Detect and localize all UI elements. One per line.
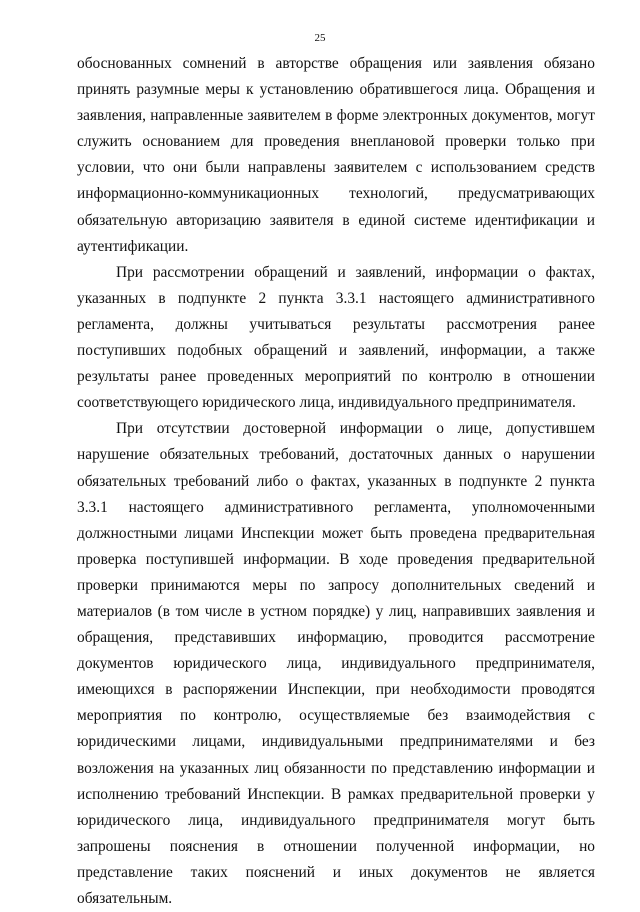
paragraph-continuation: обоснованных сомнений в авторстве обращения или заявления обязано принять разумные меры к установлению обратившегося лица. Обращения и заявления, направленные заявителем в форме электронных документов, могут служить основанием для проведения внеплановой проверки только при условии, что они были направлены заявителем с использованием средств информационно-коммуникационных технологий, предусматривающих обязательную авторизацию заявителя в единой системе идентификации и аутентификации. — [77, 55, 595, 255]
paragraph-preliminary-check: При отсутствии достоверной информации о лице, допустившем нарушение обязательных требований, достаточных данных о нарушении обязательных требований либо о фактах, указанных в подпункте 2 пункта 3.3.1 настоящего административного регламента, уполномоченными должностными лицами Инспекции может быть проведена предварительная проверка поступившей информации. В ходе проведения предварительной проверки принимаются меры по запросу дополнительных сведений и материалов (в том числе в устном порядке) у лиц, направивших заявления и обращения, представивших информацию, проводится рассмотрение документов юридического лица, индивидуального предпринимателя, имеющихся в распоряжении Инспекции, при необходимости проводятся мероприятия по контролю, осуществляемые без взаимодействия с юридическими лицами, индивидуальными предпринимателями и без возложения на указанных лиц обязанности по представлению информации и исполнению требований Инспекции. В рамках предварительной проверки у юридического лица, индивидуального предпринимателя могут быть запрошены пояснения в отношении полученной информации, но представление таких пояснений и иных документов не является обязательным. — [77, 420, 595, 907]
page-number: 25 — [314, 32, 326, 44]
page-body — [77, 51, 595, 912]
paragraph-review-of-appeals: При рассмотрении обращений и заявлений, информации о фактах, указанных в подпункте 2 пункта 3.3.1 настоящего административного регламента, должны учитываться результаты рассмотрения ранее поступивших подобных обращений и заявлений, информации, а также результаты ранее проведенных мероприятий по контролю в отношении соответствующего юридического лица, индивидуального предпринимателя. — [77, 263, 595, 412]
